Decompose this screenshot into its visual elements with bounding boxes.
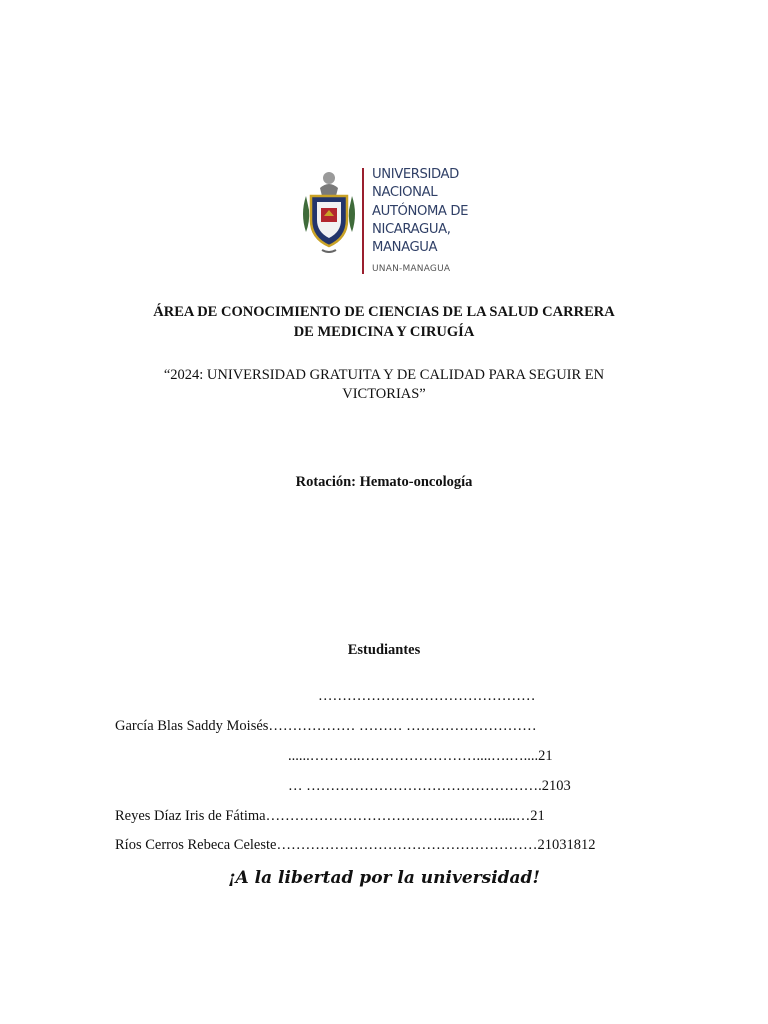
student-list-line: ......………..……………………....….…....21	[288, 748, 553, 764]
logo-wordmark	[372, 166, 482, 257]
university-logo	[300, 162, 480, 280]
motto-line: VICTORIAS”	[342, 386, 426, 402]
university-motto	[0, 366, 768, 404]
logo-line: NICARAGUA,	[372, 221, 451, 237]
motto-line: “2024: UNIVERSIDAD GRATUITA Y DE CALIDAD PARA SEGUIR EN	[163, 367, 605, 383]
faculty-heading-line: DE MEDICINA Y CIRUGÍA	[293, 324, 475, 340]
university-seal-icon	[300, 166, 358, 254]
logo-line: MANAGUA	[372, 240, 438, 256]
rotation-title: Rotación: Hemato-oncología	[295, 474, 473, 490]
students-heading: Estudiantes	[347, 642, 421, 658]
logo-acronym: UNAN-MANAGUA	[372, 264, 451, 274]
student-list-line: García Blas Saddy Moisés……………… ……… ………………………	[115, 718, 537, 734]
logo-divider	[362, 168, 364, 274]
student-list-line: … ………………………………………….2103	[288, 778, 571, 794]
student-list-line: ………………………………………	[318, 688, 536, 704]
logo-line: AUTÓNOMA DE	[372, 203, 469, 219]
faculty-heading-line: ÁREA DE CONOCIMIENTO DE CIENCIAS DE LA SALUD CARRERA	[153, 304, 615, 320]
university-slogan: ¡A la libertad por la universidad!	[228, 868, 540, 888]
logo-line: NACIONAL	[372, 185, 438, 201]
student-list-line: Ríos Cerros Rebeca Celeste………………………………………………21031812	[115, 837, 596, 853]
student-list-line: Reyes Díaz Iris de Fátima………………………………………….....…21	[115, 808, 545, 824]
logo-line: UNIVERSIDAD	[372, 167, 459, 182]
faculty-heading	[0, 302, 768, 342]
